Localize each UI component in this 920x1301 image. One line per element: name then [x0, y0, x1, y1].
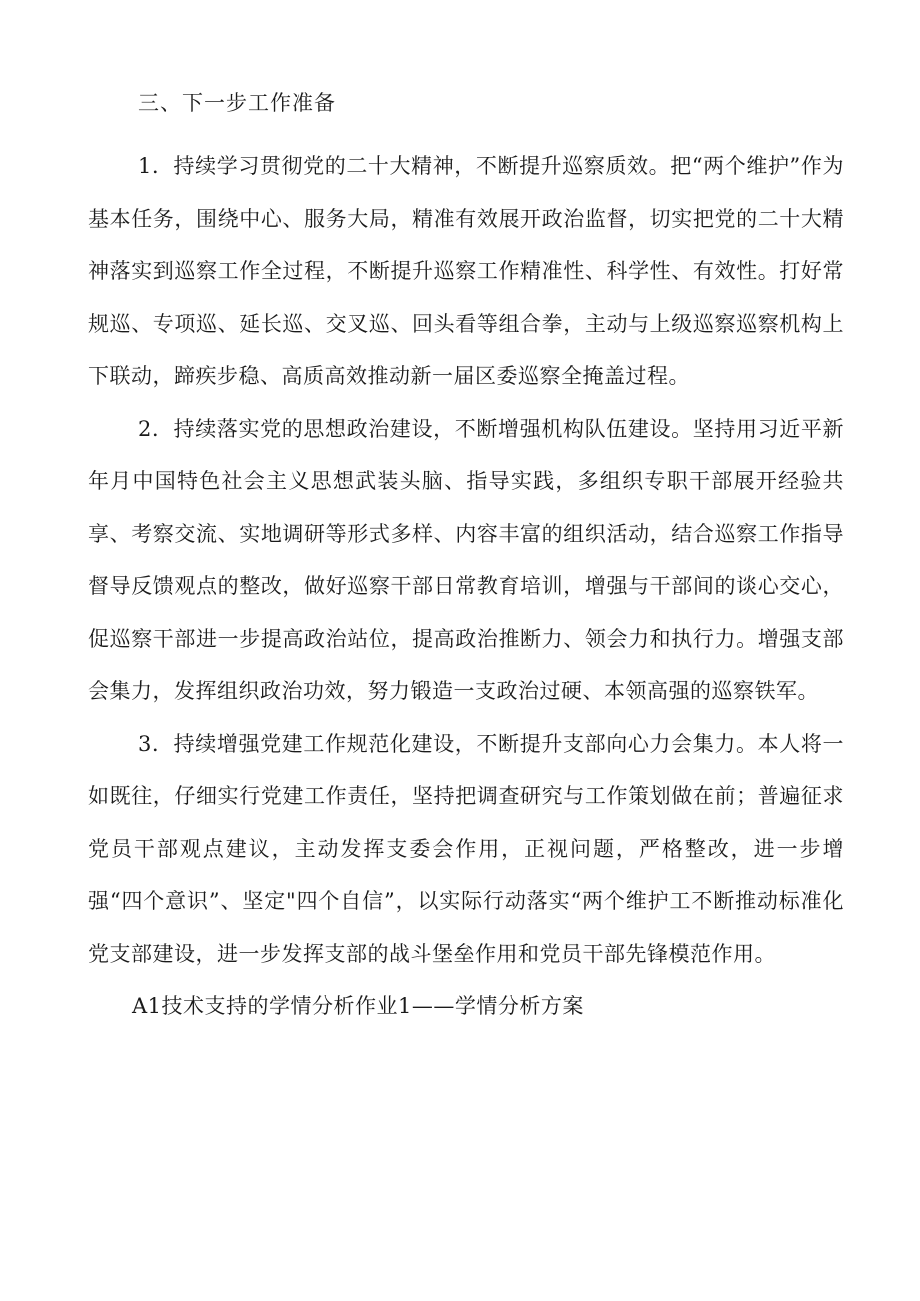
paragraph-2: 2．持续落实党的思想政治建设，不断增强机构队伍建设。坚持用习近平新年月中国特色社会主义思想武装头脑、指导实践，多组织专职干部展开经验共享、考察交流、实地调研等形式多样、内容丰富的组织活动，结合巡察工作指导督导反馈观点的整改，做好巡察干部日常教育培训，增强与干部间的谈心交心，促巡察干部进一步提高政治站位，提高政治推断力、领会力和执行力。增强支部会集力，发挥组织政治功效，努力锻造一支政治过硬、本领高强的巡察铁军。	[88, 416, 844, 703]
document-page	[88, 88, 844, 1033]
section-heading: 三、下一步工作准备	[138, 91, 336, 115]
paragraph-3: 3．持续增强党建工作规范化建设，不断提升支部向心力会集力。本人将一如既往，仔细实行党建工作责任，坚持把调查研究与工作策划做在前；普遍征求党员干部观点建议，主动发挥支委会作用，正视问题，严格整改，进一步增强“四个意识”、坚定"四个自信”，以实际行动落实“两个维护工不断推动标准化党支部建设，进一步发挥支部的战斗堡垒作用和党员干部先锋模范作用。	[88, 731, 844, 966]
paragraph-1: 1．持续学习贯彻党的二十大精神，不断提升巡察质效。把“两个维护”作为基本任务，围绕中心、服务大局，精准有效展开政治监督，切实把党的二十大精神落实到巡察工作全过程，不断提升巡察工作精准性、科学性、有效性。打好常规巡、专项巡、延长巡、交叉巡、回头看等组合拳，主动与上级巡察巡察机构上下联动，蹄疾步稳、高质高效推动新一届区委巡察全掩盖过程。	[88, 154, 844, 388]
next-document-title: A1技术支持的学情分析作业1——学情分析方案	[132, 994, 584, 1018]
